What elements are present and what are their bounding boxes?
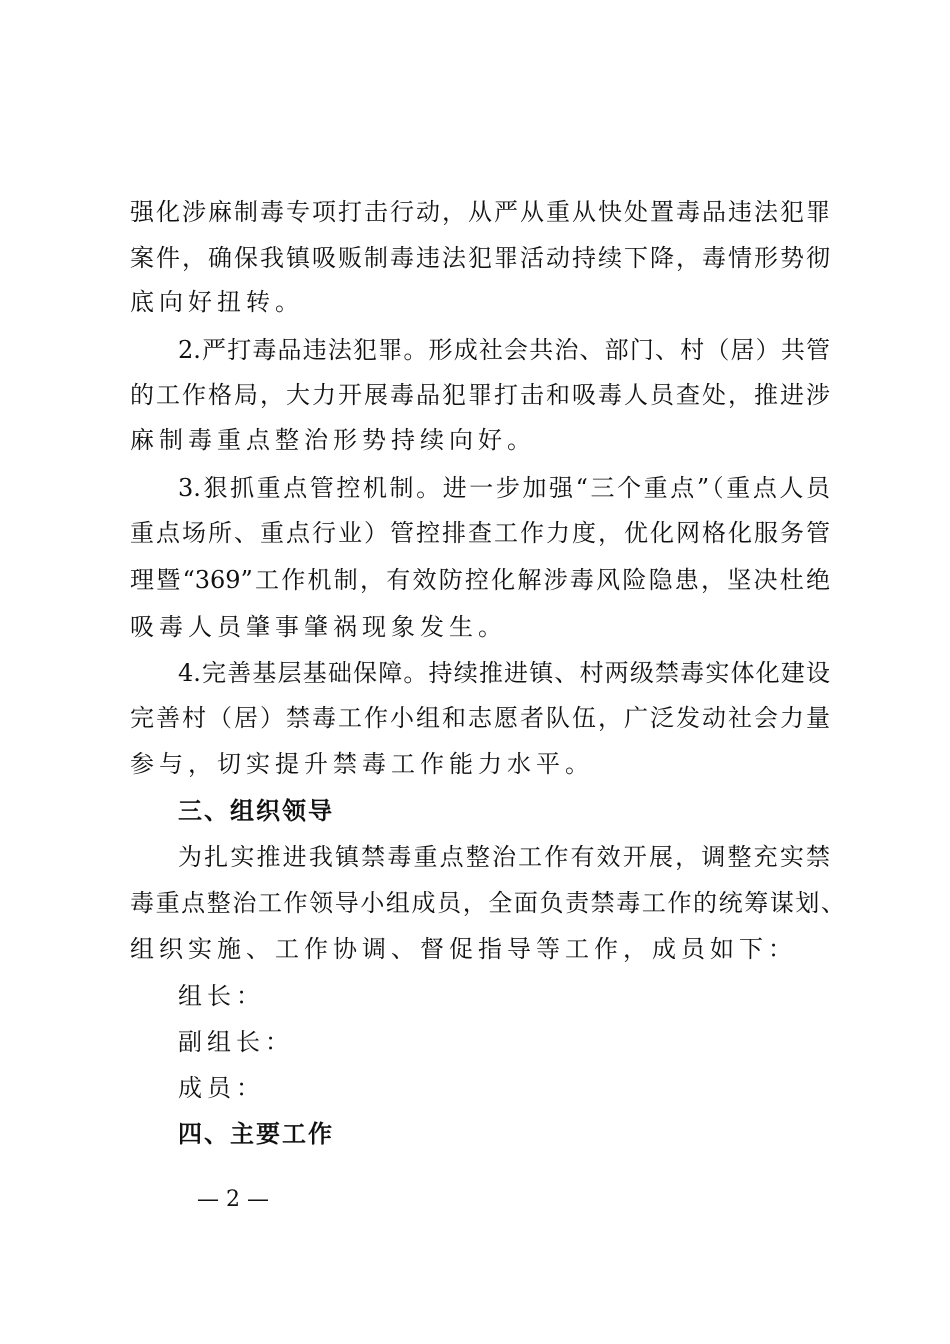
- body-line: 毒重点整治工作领导小组成员，全面负责禁毒工作的统筹谋划、: [130, 889, 845, 917]
- body-line: 完善村（居）禁毒工作小组和志愿者队伍，广泛发动社会力量: [130, 704, 830, 732]
- list-item-3-title: 3.狠抓重点管控机制。进一步加强“三个重点”（重点人员: [178, 474, 830, 502]
- body-line: 组织实施、工作协调、督促指导等工作，成员如下：: [130, 935, 797, 963]
- members-label: 成员：: [178, 1074, 265, 1102]
- body-line: 吸毒人员肇事肇祸现象发生。: [130, 613, 507, 641]
- list-item-2-title: 2.严打毒品违法犯罪。形成社会共治、部门、村（居）共管: [178, 336, 830, 364]
- body-line: 强化涉麻制毒专项打击行动，从严从重从快处置毒品违法犯罪: [130, 198, 830, 226]
- body-line: 麻制毒重点整治形势持续向好。: [130, 426, 536, 454]
- page-number: — 2 —: [197, 1187, 269, 1212]
- body-line: 理暨“369”工作机制，有效防控化解涉毒风险隐患，坚决杜绝: [130, 566, 830, 594]
- body-line: 重点场所、重点行业）管控排查工作力度，优化网格化服务管: [130, 519, 830, 547]
- body-line: 案件，确保我镇吸贩制毒违法犯罪活动持续下降，毒情形势彻: [130, 244, 830, 272]
- section-heading-main-work: 四、主要工作: [178, 1120, 334, 1148]
- body-line: 为扎实推进我镇禁毒重点整治工作有效开展，调整充实禁: [178, 843, 830, 871]
- body-line: 底向好扭转。: [130, 288, 304, 316]
- list-item-4-title: 4.完善基层基础保障。持续推进镇、村两级禁毒实体化建设: [178, 659, 830, 687]
- deputy-leader-label: 副组长：: [178, 1028, 294, 1056]
- body-line: 的工作格局，大力开展毒品犯罪打击和吸毒人员查处，推进涉: [130, 381, 830, 409]
- section-heading-organization: 三、组织领导: [178, 797, 334, 825]
- body-line: 参与，切实提升禁毒工作能力水平。: [130, 750, 594, 778]
- leader-label: 组长：: [178, 982, 265, 1010]
